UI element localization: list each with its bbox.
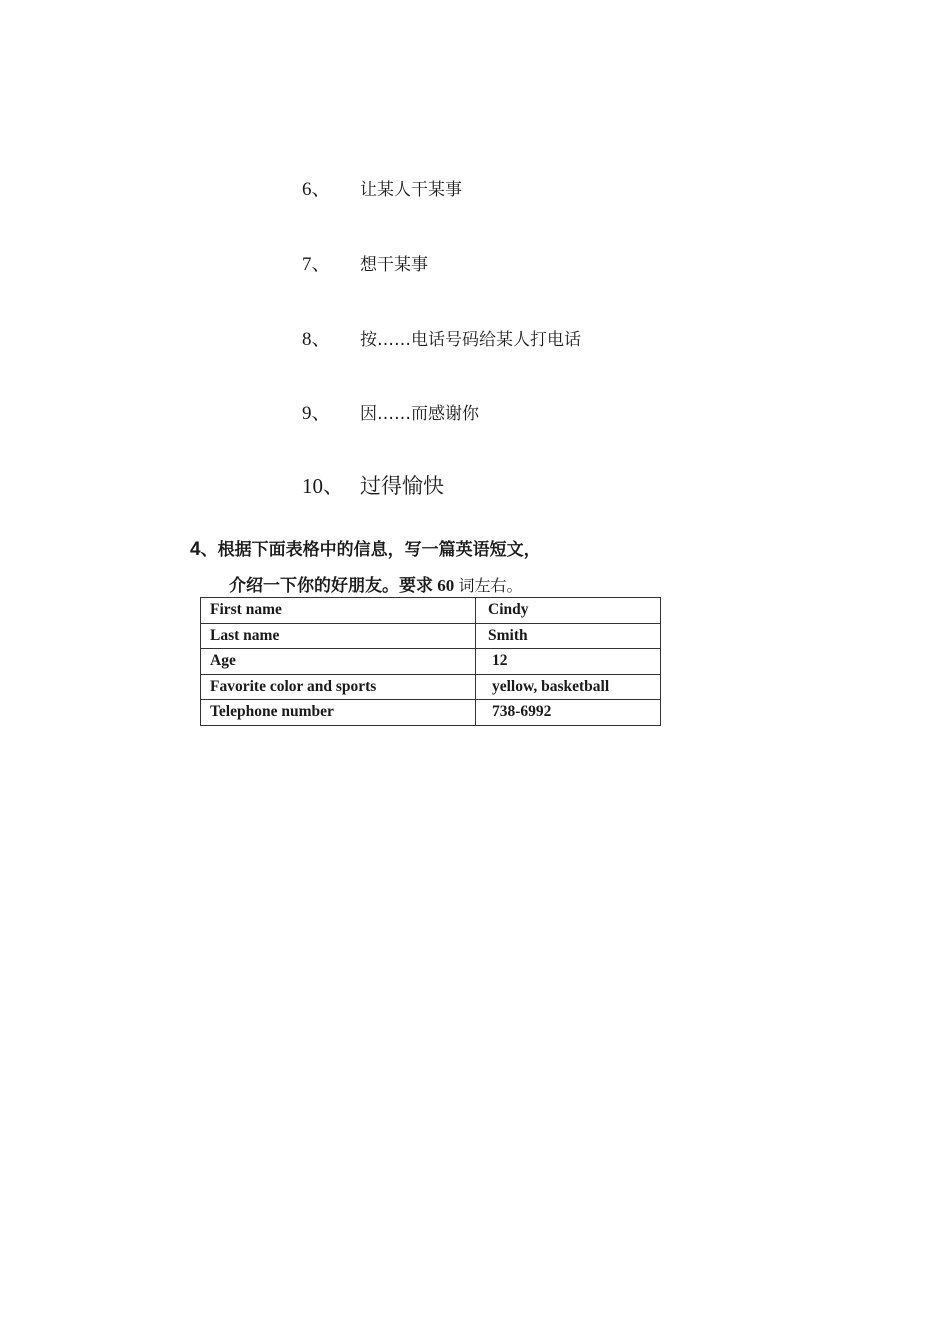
table-cell-value: Smith bbox=[476, 623, 661, 649]
phrase-item-7 bbox=[302, 247, 428, 277]
table-row bbox=[201, 598, 661, 624]
table-cell-value: 738-6992 bbox=[476, 700, 661, 726]
item-number: 8、 bbox=[302, 328, 331, 350]
table-cell-label: First name bbox=[201, 598, 476, 624]
word-count: 60 bbox=[433, 576, 459, 595]
instruction-prefix: 介绍一下你的好朋友。要求 bbox=[229, 576, 433, 596]
table-cell-value: 12 bbox=[476, 649, 661, 675]
table-row bbox=[201, 623, 661, 649]
item-text: 因……而感谢你 bbox=[360, 403, 479, 424]
table-cell-value: yellow, basketball bbox=[476, 674, 661, 700]
phrase-item-6 bbox=[302, 172, 462, 202]
phrase-item-9 bbox=[302, 396, 479, 426]
phrase-item-10 bbox=[302, 470, 444, 500]
item-text: 让某人干某事 bbox=[360, 179, 462, 200]
item-text: 按……电话号码给某人打电话 bbox=[360, 329, 581, 350]
table-cell-label: Last name bbox=[201, 623, 476, 649]
section-4-instruction bbox=[229, 571, 523, 596]
instruction-suffix: 词左右。 bbox=[458, 576, 523, 595]
table-cell-label: Telephone number bbox=[201, 700, 476, 726]
item-text: 想干某事 bbox=[360, 254, 428, 275]
table-row bbox=[201, 674, 661, 700]
item-text: 过得愉快 bbox=[360, 474, 444, 498]
table-cell-label: Favorite color and sports bbox=[201, 674, 476, 700]
table-row bbox=[201, 649, 661, 675]
section-4-title bbox=[190, 535, 541, 561]
section-title-text: 、根据下面表格中的信息，写一篇英语短文， bbox=[200, 540, 541, 560]
table-cell-value: Cindy bbox=[476, 598, 661, 624]
item-number: 10、 bbox=[302, 474, 344, 498]
friend-info-table bbox=[200, 597, 661, 726]
section-number: 4 bbox=[190, 539, 201, 560]
table-row bbox=[201, 700, 661, 726]
phrase-item-8 bbox=[302, 322, 581, 352]
item-number: 7、 bbox=[302, 253, 331, 275]
item-number: 9、 bbox=[302, 402, 331, 424]
table-cell-label: Age bbox=[201, 649, 476, 675]
item-number: 6、 bbox=[302, 178, 331, 200]
